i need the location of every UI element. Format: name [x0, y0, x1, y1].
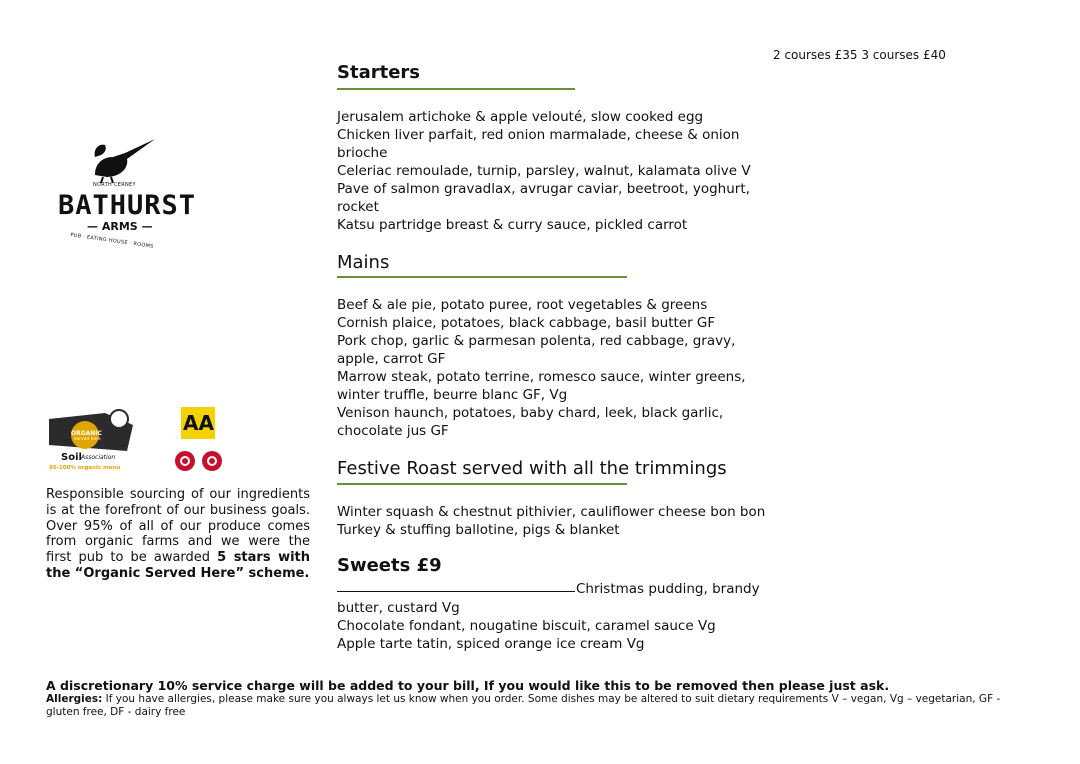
allergies-label: Allergies:: [46, 693, 103, 705]
sweets-list: [337, 599, 767, 653]
organic-top: ORGANIC: [71, 430, 102, 437]
sweet-item: butter, custard Vg: [337, 600, 460, 616]
main-item: Marrow steak, potato terrine, romesco sauce, winter greens, winter truffle, beurre blanc GF, Vg: [337, 369, 746, 403]
starter-item: Jerusalem artichoke & apple velouté, slow cooked egg: [337, 109, 704, 125]
starter-item: Pave of salmon gravadlax, avrugar caviar, beetroot, yoghurt, rocket: [337, 181, 750, 215]
festive-item: Turkey & stuffing ballotine, pigs & blanket: [337, 522, 620, 538]
price-line: 2 courses £35 3 courses £40: [773, 48, 946, 62]
festive-rule: [337, 483, 627, 485]
sweets-first-inline: Christmas pudding, brandy: [576, 581, 760, 597]
logo-arms: — ARMS —: [87, 220, 153, 233]
allergies-text: If you have allergies, please make sure you always let us know when you order. Some dishes may be altered to suit dietary requirements V – vegan, Vg – vegetarian, GF - gluten free, DF - dairy free: [46, 693, 1001, 718]
organic-served-here-badge: [47, 405, 137, 475]
sweets-rule: [337, 591, 575, 592]
service-charge-notice: A discretionary 10% service charge will be added to your bill, If you would like this to be removed then please just ask.: [46, 678, 890, 693]
bathurst-arms-logo: [55, 135, 197, 250]
allergies-notice: [46, 693, 1036, 719]
main-item: Beef & ale pie, potato puree, root vegetables & greens: [337, 297, 708, 313]
sweet-item: Chocolate fondant, nougatine biscuit, caramel sauce Vg: [337, 618, 716, 634]
mains-title: Mains: [337, 252, 390, 273]
starter-item: Celeriac remoulade, turnip, parsley, walnut, kalamata olive V: [337, 163, 751, 179]
responsible-body: Responsible sourcing of our ingredients is at the forefront of our business goals. Over 95% of all of our produce comes from organic farms and we were the first pub to be awarded: [46, 487, 310, 566]
starters-title: Starters: [337, 62, 420, 83]
logo-tagline: PUB · EATING HOUSE · ROOMS: [69, 232, 154, 250]
main-item: Venison haunch, potatoes, baby chard, leek, black garlic, chocolate jus GF: [337, 405, 724, 439]
pheasant-icon: [55, 135, 180, 185]
starters-rule: [337, 88, 575, 90]
soil-label: Soil: [61, 452, 82, 463]
sweet-item: Apple tarte tatin, spiced orange ice cream Vg: [337, 636, 645, 652]
sweets-title: Sweets £9: [337, 555, 442, 576]
starter-item: Katsu partridge breast & curry sauce, pickled carrot: [337, 217, 688, 233]
mains-list: [337, 296, 767, 440]
aa-rosettes-badge: [175, 405, 225, 475]
festive-title: Festive Roast served with all the trimmings: [337, 458, 727, 479]
main-item: Pork chop, garlic & parmesan polenta, red cabbage, gravy, apple, carrot GF: [337, 333, 736, 367]
responsible-sourcing-text: [46, 487, 310, 582]
organic-pct: 95-100% organic menu: [49, 465, 121, 471]
festive-item: Winter squash & chestnut pithivier, cauliflower cheese bon bon: [337, 504, 766, 520]
starter-item: Chicken liver parfait, red onion marmalade, cheese & onion brioche: [337, 127, 740, 161]
main-item: Cornish plaice, potatoes, black cabbage, basil butter GF: [337, 315, 716, 331]
festive-list: [337, 503, 797, 539]
logo-brand: BATHURST: [58, 190, 197, 221]
organic-sub: served here: [74, 437, 101, 442]
logo-top-text: NORTH CERNEY: [93, 182, 136, 188]
soil-script: Association: [81, 454, 116, 461]
starters-list: [337, 108, 767, 234]
responsible-bold: 5 stars with the “Organic Served Here” scheme.: [46, 550, 311, 581]
aa-logo-text: AA: [183, 411, 214, 435]
rosette-icon: [175, 449, 225, 475]
mains-rule: [337, 276, 627, 278]
